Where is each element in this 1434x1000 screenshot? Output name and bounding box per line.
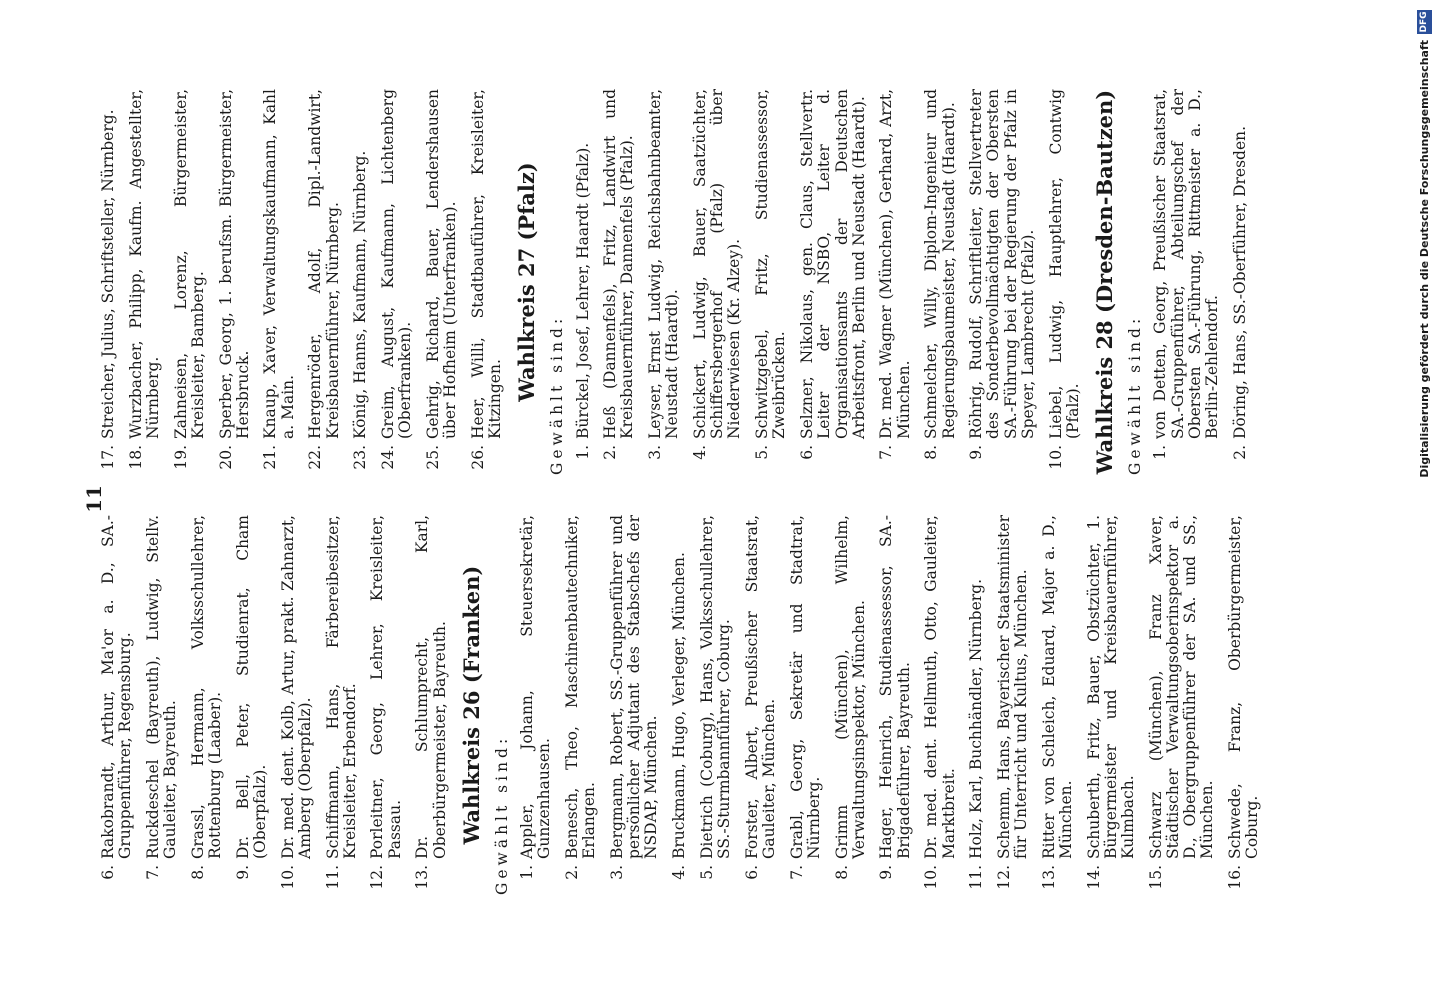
candidate-entry: [369, 515, 403, 895]
entry-text: Schwarz (München), Franz Xaver, Städtischer Verwaltungsoberinspektor a. D., Obergruppenführer der SA. und SS., München.: [1146, 515, 1217, 859]
entry-number: 19.: [171, 445, 190, 470]
candidate-entry: [1086, 515, 1138, 895]
entry-text: Hager, Heinrich, Studienassessor, SA.-Brigadeführer, Bayreuth.: [877, 515, 913, 859]
entry-number: 9.: [233, 865, 252, 880]
entry-number: 11.: [967, 865, 986, 890]
entry-number: 14.: [1084, 865, 1103, 890]
candidate-entry: [262, 89, 296, 475]
entry-text: Ruckdeschel (Bayreuth), Ludwig, Stellv. Gauleiter, Bayreuth.: [143, 515, 180, 859]
candidate-entry: [878, 89, 912, 475]
candidate-entry: [1232, 89, 1249, 475]
entry-number: 10.: [1046, 445, 1065, 470]
entry-text: Bergmann, Robert, SS.-Gruppenführer und persönlicher Adjutant des Stabschefs der NSDAP, München.: [607, 515, 661, 859]
wahlkreis-28-heading: Wahlkreis 28 (Dresden-Bautzen): [1091, 89, 1117, 475]
entry-text: Hergenröder, Adolf, Dipl.-Landwirt, Kreisbauernführer, Nürnberg.: [306, 89, 342, 439]
entry-number: 8.: [188, 865, 207, 880]
right-entries-block-2: [575, 89, 1082, 475]
credit-text: Digitalisierung gefördert durch die Deutsche Forschungsgemeinschaft: [1418, 40, 1431, 478]
entry-number: 26.: [468, 445, 487, 470]
candidate-entry: [307, 89, 341, 475]
entry-text: Dr. Schlumprecht, Karl, Oberbürgermeister, Bayreuth.: [413, 515, 449, 859]
entry-text: Döring, Hans, SS.-Oberführer, Dresden.: [1230, 125, 1249, 439]
entry-number: 21.: [261, 445, 280, 470]
candidate-entry: [128, 89, 162, 475]
candidate-entry: [1152, 89, 1221, 475]
entry-text: Bruckmann, Hugo, Verleger, München.: [670, 552, 689, 859]
entry-text: Dr. med. dent. Kolb, Artur, prakt. Zahnarzt, Amberg (Oberpfalz).: [278, 515, 314, 859]
entry-text: Benesch, Theo, Maschinenbautechniker, Erlangen.: [563, 515, 599, 859]
entry-number: 8.: [922, 445, 941, 460]
entry-number: 3.: [646, 445, 665, 460]
entry-number: 12.: [994, 865, 1013, 890]
entry-number: 7.: [877, 445, 896, 460]
entry-number: 9.: [967, 445, 986, 460]
entry-text: Gehrig, Richard, Bauer, Lendershausen über Hofheim (Unterfranken).: [423, 89, 460, 439]
candidate-entry: [352, 89, 369, 475]
entry-number: 2.: [563, 865, 582, 880]
candidate-entry: [699, 515, 733, 895]
entry-text: Appler, Johann, Steuersekretär, Gunzenhausen.: [518, 515, 554, 859]
entry-number: 5.: [697, 865, 716, 880]
entry-text: Bürckel, Josef, Lehrer, Haardt (Pfalz).: [573, 142, 592, 439]
candidate-entry: [996, 515, 1030, 895]
entry-text: Schiffmann, Hans, Färbereibesitzer, Kreisleiter, Erbendorf.: [323, 515, 359, 859]
entry-number: 12.: [368, 865, 387, 890]
candidate-entry: [647, 89, 681, 475]
entry-number: 25.: [423, 445, 442, 470]
candidate-entry: [789, 515, 823, 895]
entry-text: Sperber, Georg, 1. berufsm. Bürgermeister, Hersbruck.: [216, 89, 252, 439]
right-column: [100, 89, 1259, 475]
entry-text: Heer, Willi, Stadtbauführer, Kreisleiter, Kitzingen.: [468, 89, 504, 439]
dfg-logo: DFG: [1417, 10, 1432, 34]
entry-text: Schmelcher, Willy, Diplom-Ingenieur und Regierungsbaumeister, Neustadt (Haardt).: [922, 89, 958, 439]
entry-number: 10.: [278, 865, 297, 890]
entry-number: 24.: [378, 445, 397, 470]
candidate-entry: [145, 515, 179, 895]
entry-text: Schwitzgebel, Fritz, Studienassessor, Zweibrücken.: [753, 89, 789, 439]
entry-number: 23.: [351, 445, 370, 470]
entry-text: Dr. Bell, Peter, Studienrat, Cham (Oberpfalz).: [233, 515, 269, 859]
entry-text: Röhrig, Rudolf, Schriftleiter, Stellvertreter des Sonderbevollmächtigten der Obersten SA.-Führung bei der Regierung der Pfalz in Speyer, Lambrecht (Pfalz).: [967, 89, 1037, 439]
entry-text: Knaup, Xaver, Verwaltungskaufmann, Kahl a. Main.: [261, 89, 297, 439]
candidate-entry: [280, 515, 314, 895]
candidate-entry: [470, 89, 504, 475]
entry-number: 16.: [1226, 865, 1245, 890]
entry-text: Greim, August, Kaufmann, Lichtenberg (Oberfranken).: [378, 89, 415, 439]
entry-number: 6.: [99, 865, 117, 880]
candidate-entry: [190, 515, 224, 895]
entry-number: 15.: [1146, 865, 1165, 890]
entry-text: von Detten, Georg, Preußischer Staatsrat, SA.-Gruppenführer, Abteilungschef der Obersten SA.-Führung, Rittmeister a. D., Berlin-Zehlendorf.: [1151, 89, 1221, 439]
candidate-entry: [100, 89, 117, 475]
left-entries-block-1: [100, 515, 449, 895]
candidate-entry: [218, 89, 252, 475]
entry-text: Porleitner, Georg, Lehrer, Kreisleiter, Passau.: [368, 515, 404, 859]
candidate-entry: [1041, 515, 1075, 895]
left-entries-block-2: [519, 515, 1261, 895]
candidate-entry: [923, 515, 957, 895]
entry-number: 1.: [573, 445, 592, 460]
entry-text: Dr. med. dent. Hellmuth, Otto, Gauleiter, Marktbreit.: [922, 515, 958, 859]
entry-text: Grabl, Georg, Sekretär und Stadtrat, Nürnberg.: [787, 515, 823, 859]
candidate-entry: [692, 89, 744, 475]
candidate-entry: [575, 89, 592, 475]
gewaehlt-sind-label: Gewählt sind:: [1126, 314, 1145, 475]
entry-text: Streicher, Julius, Schriftsteller, Nürnberg.: [99, 109, 117, 439]
entry-number: 4.: [670, 865, 689, 880]
entry-text: Schwede, Franz, Oberbürgermeister, Coburg.: [1226, 515, 1262, 859]
entry-text: Forster, Albert, Preußischer Staatsrat, Gauleiter, München.: [742, 515, 778, 859]
entry-text: Schickert, Ludwig, Bauer, Saatzüchter, Schiffersbergerhof (Pfalz) über Niederwiesen (Kr. Alzey).: [691, 89, 744, 439]
candidate-entry: [414, 515, 448, 895]
candidate-entry: [173, 89, 207, 475]
entry-text: Zahneisen, Lorenz, Bürgermeister, Kreisleiter, Bamberg.: [171, 89, 207, 439]
candidate-entry: [1227, 515, 1261, 895]
candidate-entry: [923, 89, 957, 475]
candidate-entry: [519, 515, 553, 895]
candidate-entry: [671, 515, 688, 895]
entry-number: 20.: [216, 445, 235, 470]
candidate-entry: [425, 89, 459, 475]
entry-number: 5.: [753, 445, 772, 460]
entry-number: 7.: [143, 865, 162, 880]
entry-number: 9.: [877, 865, 896, 880]
entry-number: 18.: [126, 445, 145, 470]
gewaehlt-sind-label: Gewählt sind:: [548, 314, 567, 475]
entry-text: Holz, Karl, Buchhändler, Nürnberg.: [967, 578, 986, 859]
right-entries-block-1: [100, 89, 504, 475]
wahlkreis-27-heading: Wahlkreis 27 (Pfalz): [514, 162, 540, 402]
candidate-entry: [609, 515, 661, 895]
entry-number: 6.: [798, 445, 817, 460]
left-column: [100, 515, 1272, 895]
entry-number: 3.: [607, 865, 626, 880]
entry-number: 17.: [99, 445, 117, 470]
wahlkreis-26-heading: Wahlkreis 26 (Franken): [458, 565, 484, 845]
entry-number: 13.: [413, 865, 432, 890]
candidate-entry: [968, 515, 985, 895]
candidate-entry: [744, 515, 778, 895]
candidate-entry: [968, 89, 1037, 475]
page-number: 11: [82, 485, 106, 513]
candidate-entry: [325, 515, 359, 895]
candidate-entry: [235, 515, 269, 895]
entry-number: 2.: [601, 445, 620, 460]
candidate-entry: [799, 89, 868, 475]
candidate-entry: [380, 89, 414, 475]
entry-text: Wurzbacher, Philipp, Kaufm. Angestellter, Nürnberg.: [126, 89, 162, 439]
entry-text: Schuberth, Fritz, Bauer, Obstzüchter, 1. Bürgermeister und Kreisbauernführer, Kulmbach.: [1084, 515, 1138, 859]
entry-number: 11.: [323, 865, 342, 890]
entry-text: Grassl, Hermann, Volksschullehrer, Rottenburg (Laaber).: [188, 515, 225, 859]
entry-number: 8.: [832, 865, 851, 880]
entry-text: Liebel, Ludwig, Hauptlehrer, Contwig (Pfalz).: [1046, 89, 1082, 439]
candidate-entry: [878, 515, 912, 895]
entry-number: 1.: [518, 865, 537, 880]
entry-text: Ritter von Schleich, Eduard, Major a. D., München.: [1039, 515, 1076, 859]
candidate-entry: [564, 515, 598, 895]
candidate-entry: [754, 89, 788, 475]
right-entries-block-3: [1152, 89, 1249, 475]
entry-number: 6.: [742, 865, 761, 880]
entry-text: König, Hanns, Kaufmann, Nürnberg.: [351, 150, 370, 439]
entry-text: Selzner, Nikolaus, gen. Claus, Stellvertr. Leiter der NSBO, Leiter d. Organisationsamts der Deutschen Arbeitsfront, Berlin und Neustadt (Haardt).: [798, 89, 868, 439]
entry-number: 10.: [922, 865, 941, 890]
entry-number: 13.: [1039, 865, 1058, 890]
entry-text: Grimm (München), Wilhelm, Verwaltungsinspektor, München.: [832, 515, 868, 859]
entry-text: Dr. med. Wagner (München), Gerhard, Arzt, München.: [877, 89, 913, 439]
candidate-entry: [834, 515, 868, 895]
entry-number: 4.: [691, 445, 710, 460]
candidate-entry: [1048, 89, 1082, 475]
entry-text: Heß (Dannenfels), Fritz, Landwirt und Kreisbauernführer, Dannenfels (Pfalz).: [601, 89, 637, 439]
entry-number: 22.: [306, 445, 325, 470]
entry-text: Dietrich (Coburg), Hans, Volksschullehrer, SS.-Sturmbannführer, Coburg.: [697, 515, 733, 859]
candidate-entry: [602, 89, 636, 475]
candidate-entry: [1148, 515, 1217, 895]
entry-text: Leyser, Ernst Ludwig, Reichsbahnbeamter, Neustadt (Haardt).: [646, 89, 682, 439]
entry-text: Schemm, Hans, Bayerischer Staatsminister für Unterricht und Kultus, München.: [994, 515, 1031, 859]
gewaehlt-sind-label: Gewählt sind:: [492, 734, 511, 895]
entry-text: Rakobrandt, Arthur, Ma'or a. D., SA.-Gruppenführer, Regensburg.: [99, 515, 135, 859]
entry-number: 7.: [787, 865, 806, 880]
entry-number: 1.: [1151, 445, 1170, 460]
entry-number: 2.: [1230, 445, 1249, 460]
digitization-credit: [1416, 10, 1434, 990]
candidate-entry: [100, 515, 134, 895]
